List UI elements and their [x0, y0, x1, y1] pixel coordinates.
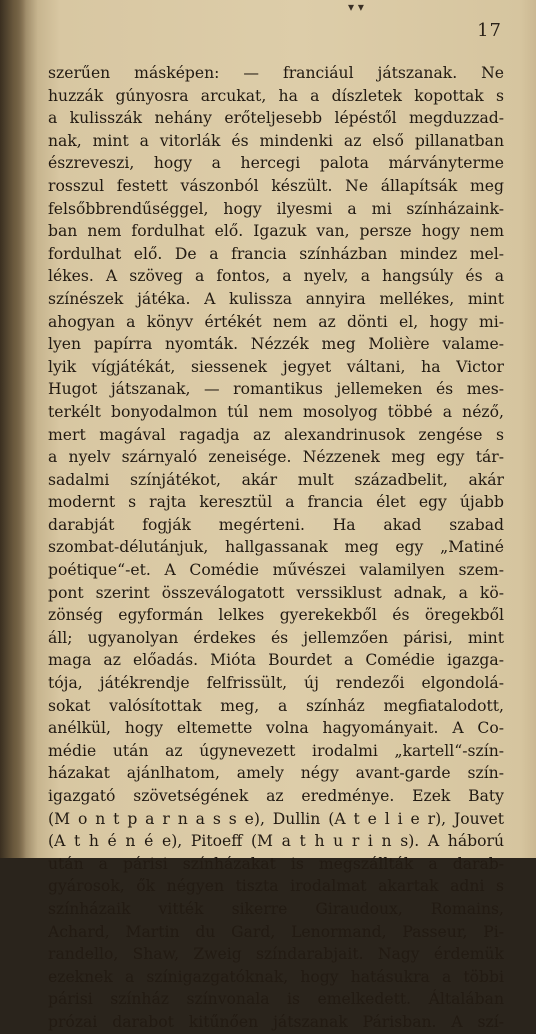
text-line: tója, játékrendje felfrissült, új rendezői elgondolá-	[48, 674, 504, 693]
text-line: prózai darabot kitűnően játszanak Párisban. A szí-	[48, 1012, 504, 1031]
text-line: lyik vígjátékát, siessenek jegyet váltani, ha Victor	[48, 357, 504, 376]
text-line: maga az előadás. Mióta Bourdet a Comédie igazga-	[48, 651, 504, 670]
text-line: rosszul festett vászonból készült. Ne állapítsák meg	[48, 176, 504, 195]
text-line: anélkül, hogy eltemette volna hagyományait. A Co-	[48, 719, 504, 738]
text-line: randello, Shaw, Zweig színdarabjait. Nagy érdemük	[48, 945, 504, 964]
text-line: poétique“-et. A Comédie művészei valamilyen szem-	[48, 561, 504, 580]
text-line: sadalmi színjátékot, akár mult századbelit, akár	[48, 470, 504, 489]
text-line: (M o n t p a r n a s s e), Dullin (A t e l i e r), Jouvet	[48, 809, 504, 828]
text-line: lékes. A szöveg a fontos, a nyelv, a hangsúly és a	[48, 267, 504, 286]
text-line: ban nem fordulhat elő. Igazuk van, persze hogy nem	[48, 222, 504, 241]
text-line: színházaik vitték sikerre Giraudoux, Romains,	[48, 899, 504, 918]
book-gutter	[0, 0, 26, 858]
text-line: ezeknek a színigazgatóknak, hogy hatásukra a többi	[48, 967, 504, 986]
text-line: Hugot játszanak, — romantikus jellemeken és mes-	[48, 380, 504, 399]
text-line: (A t h é n é e), Pitoeff (M a t h u r i n s). A háború	[48, 832, 504, 851]
text-line: párisi színház színvonala is emelkedett. Általában	[48, 990, 504, 1009]
text-line: sokat valósítottak meg, a színház megfiatalodott,	[48, 696, 504, 715]
text-line: észreveszi, hogy a hercegi palota márványterme	[48, 154, 504, 173]
text-line: Achard, Martin du Gard, Lenormand, Passeur, Pi-	[48, 922, 504, 941]
text-line: modernt s rajta keresztül a francia élet egy újabb	[48, 493, 504, 512]
text-line: nak, mint a vitorlák és mindenki az első pillanatban	[48, 131, 504, 150]
text-line: mert magával ragadja az alexandrinusok zengése s	[48, 425, 504, 444]
text-line: pont szerint összeválogatott verssiklust adnak, a kö-	[48, 583, 504, 602]
top-printing-marks: ▾ ▾	[348, 0, 364, 14]
text-line: gyárosok, ők négyen tiszta irodalmat akartak adni s	[48, 877, 504, 896]
body-text	[48, 62, 504, 1034]
page-number: 17	[477, 20, 502, 41]
text-line: házakat ajánlhatom, amely négy avant-garde szín-	[48, 764, 504, 783]
text-line: zönség egyformán lelkes gyerekekből és öregekből	[48, 606, 504, 625]
text-line: lyen papírra nyomták. Nézzék meg Molière valame-	[48, 335, 504, 354]
text-line: a nyelv szárnyaló zeneisége. Nézzenek meg egy tár-	[48, 448, 504, 467]
text-line: igazgató szövetségének az eredménye. Ezek Baty	[48, 787, 504, 805]
text-line: fordulhat elő. De a francia színházban mindez mel-	[48, 244, 504, 263]
text-line: terkélt bonyodalmon túl nem mosolyog többé a néző,	[48, 402, 504, 421]
text-line: szerűen másképen: — franciául játszanak. Ne	[48, 64, 504, 82]
text-line: a kulisszák nehány erőteljesebb lépéstől megduzzad-	[48, 109, 504, 128]
text-line: után a párisi színházakat is megszállták a darab-	[48, 854, 504, 873]
text-line: színészek játéka. A kulissza annyira mellékes, mint	[48, 289, 504, 308]
text-line: áll; ugyanolyan érdekes és jellemzően párisi, mint	[48, 628, 504, 647]
text-line: médie után az úgynevezett irodalmi „kartell“-szín-	[48, 741, 504, 760]
text-line: szombat-délutánjuk, hallgassanak meg egy „Matiné	[48, 538, 504, 557]
text-line: ahogyan a könyv értékét nem az dönti el, hogy mi-	[48, 312, 504, 331]
text-line: huzzák gúnyosra arcukat, ha a díszletek kopottak s	[48, 86, 504, 105]
text-line: felsőbbrendűséggel, hogy ilyesmi a mi színházaink-	[48, 199, 504, 218]
text-line: darabját fogják megérteni. Ha akad szabad	[48, 515, 504, 534]
